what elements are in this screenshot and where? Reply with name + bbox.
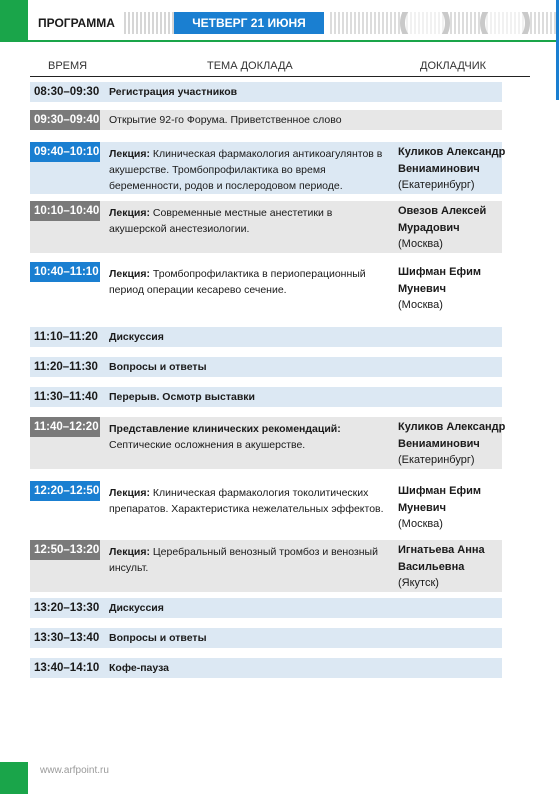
- row-topic: Перерыв. Осмотр выставки: [109, 391, 255, 403]
- row-time: 08:30–09:30: [34, 86, 100, 98]
- row-topic: Вопросы и ответы: [109, 361, 207, 373]
- row-time: 10:10–10:40: [30, 201, 100, 221]
- row-time: 11:30–11:40: [34, 391, 98, 403]
- speaker-city: (Якутск): [398, 577, 439, 589]
- section-title: ПРОГРАММА: [28, 12, 124, 34]
- footer-url[interactable]: www.arfpoint.ru: [40, 765, 109, 776]
- row-topic: [109, 485, 391, 517]
- schedule-row: [30, 387, 502, 407]
- row-topic: [109, 205, 391, 237]
- header-rule: [30, 76, 530, 77]
- row-time: 12:20–12:50: [30, 481, 100, 501]
- row-topic: Дискуссия: [109, 331, 164, 343]
- speaker-city: (Москва): [398, 238, 443, 250]
- emblem-icon: [400, 12, 450, 34]
- row-time: 11:40–12:20: [30, 417, 100, 437]
- row-topic-text: Современные местные анестетики в акушерской анестезиологии.: [109, 207, 333, 235]
- speaker-city: (Екатеринбург): [398, 454, 475, 466]
- header-logo-band: [330, 12, 559, 34]
- schedule-row: [30, 110, 502, 130]
- row-topic: Кофе-пауза: [109, 662, 170, 674]
- row-topic-text: Тромбопрофилактика в периоперационный период операции кесарево сечение.: [109, 268, 366, 296]
- row-time: 10:40–11:10: [30, 262, 100, 282]
- row-topic-text: Септические осложнения в акушерстве.: [109, 439, 306, 451]
- row-prefix: Лекция:: [109, 487, 150, 499]
- speaker-name: Куликов Александр Вениаминович: [398, 146, 506, 175]
- schedule-row: [30, 628, 502, 648]
- row-speaker: [398, 542, 516, 592]
- schedule-row: [30, 262, 502, 314]
- day-title: ЧЕТВЕРГ 21 ИЮНЯ: [174, 12, 324, 34]
- emblem-icon: [480, 12, 530, 34]
- row-prefix: Лекция:: [109, 268, 150, 280]
- row-topic-text: Клиническая фармакология антикоагулянтов в акушерстве. Тромбопрофилактика во время беременности, родов и послеродовом периоде.: [109, 148, 383, 192]
- row-topic: [109, 544, 391, 576]
- row-time: 11:20–11:30: [34, 361, 98, 373]
- header-green-block: [0, 0, 28, 40]
- col-header-topic: ТЕМА ДОКЛАДА: [207, 60, 293, 72]
- row-topic: [109, 421, 391, 453]
- speaker-name: Шифман Ефим Муневич: [398, 485, 481, 514]
- speaker-name: Игнатьева Анна Васильевна: [398, 544, 485, 573]
- row-prefix: Лекция:: [109, 207, 150, 219]
- schedule-row: [30, 327, 502, 347]
- row-time: 13:30–13:40: [34, 632, 100, 644]
- schedule-row: [30, 598, 502, 618]
- schedule-row: [30, 357, 502, 377]
- row-speaker: [398, 419, 516, 469]
- speaker-name: Овезов Алексей Мурадович: [398, 205, 487, 234]
- row-time: 11:10–11:20: [34, 331, 98, 343]
- row-topic: Дискуссия: [109, 602, 164, 614]
- row-prefix: Лекция:: [109, 546, 150, 558]
- row-topic: [109, 266, 391, 298]
- row-topic: [109, 146, 391, 194]
- speaker-city: (Москва): [398, 518, 443, 530]
- row-topic: Вопросы и ответы: [109, 632, 207, 644]
- schedule-row: [30, 417, 506, 469]
- schedule-row: [30, 201, 502, 253]
- row-topic-text: Церебральный венозный тромбоз и венозный инсульт.: [109, 546, 378, 574]
- row-topic-text: Клиническая фармакология токолитических препаратов. Характеристика нежелательных эффектов.: [109, 487, 384, 515]
- row-prefix: Лекция:: [109, 148, 150, 160]
- row-speaker: [398, 203, 516, 253]
- row-prefix: Представление клинических рекомендаций:: [109, 423, 341, 435]
- schedule-row: [30, 142, 506, 194]
- row-topic: Открытие 92-го Форума. Приветственное слово: [109, 114, 342, 126]
- col-header-time: ВРЕМЯ: [48, 60, 88, 72]
- header-divider: [0, 40, 559, 42]
- header-stripes: [124, 12, 174, 34]
- schedule-row: [30, 82, 502, 102]
- footer-green-block: [0, 762, 28, 794]
- speaker-name: Куликов Александр Вениаминович: [398, 421, 506, 450]
- schedule-row: [30, 658, 502, 678]
- row-topic: Регистрация участников: [109, 86, 238, 98]
- row-speaker: [398, 483, 516, 533]
- row-time: 13:40–14:10: [34, 662, 100, 674]
- col-header-speaker: ДОКЛАДЧИК: [420, 60, 487, 72]
- speaker-name: Шифман Ефим Муневич: [398, 266, 481, 295]
- row-time: 09:30–09:40: [30, 110, 100, 130]
- row-time: 12:50–13:20: [30, 540, 100, 560]
- row-speaker: [398, 144, 516, 194]
- schedule-row: [30, 540, 502, 592]
- schedule-row: [30, 481, 502, 533]
- speaker-city: (Екатеринбург): [398, 179, 475, 191]
- row-time: 09:40–10:10: [30, 142, 100, 162]
- row-speaker: [398, 264, 516, 314]
- row-time: 13:20–13:30: [34, 602, 100, 614]
- speaker-city: (Москва): [398, 299, 443, 311]
